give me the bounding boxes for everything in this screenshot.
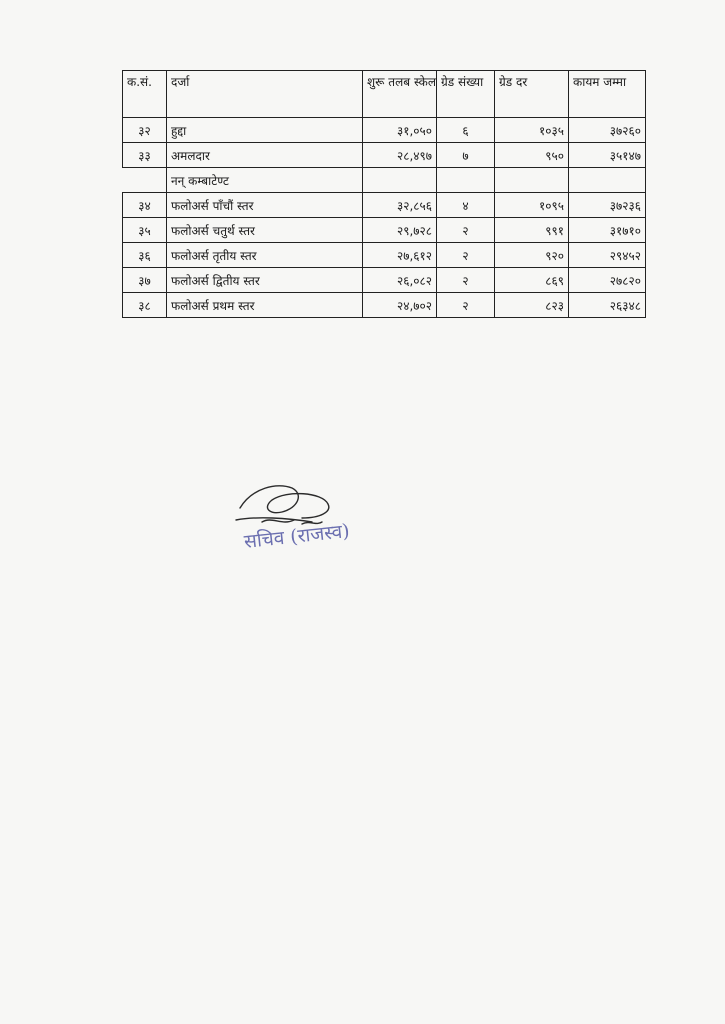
cell-grade-rate: ९५० [495,143,569,168]
cell-grade-count: ४ [437,193,495,218]
cell-fixed-total: ३७२३६ [569,193,646,218]
header-serial: क.सं. [123,71,167,118]
signatory-title: सचिव (राजस्व) [242,519,351,553]
cell-fixed-total: ३७२६० [569,118,646,143]
cell-serial: ३८ [123,293,167,318]
cell-fixed-total: ३१७१० [569,218,646,243]
cell-serial: ३२ [123,118,167,143]
cell-grade-rate: ८२३ [495,293,569,318]
cell-grade-rate: ८६९ [495,268,569,293]
table-header-row [123,71,646,118]
header-grade-rate: ग्रेड दर [495,71,569,118]
cell-position: हुद्दा [167,118,363,143]
cell-serial: ३७ [123,268,167,293]
cell-position: फलोअर्स प्रथम स्तर [167,293,363,318]
table-row [123,243,646,268]
cell-position: फलोअर्स पाँचौं स्तर [167,193,363,218]
cell-fixed-total: २७८२० [569,268,646,293]
section-empty-cell [363,168,437,193]
cell-start-scale: २८,४९७ [363,143,437,168]
section-blank-cell [123,168,167,193]
cell-fixed-total: २६३४८ [569,293,646,318]
table-row [123,143,646,168]
cell-start-scale: २७,६१२ [363,243,437,268]
table-row [123,193,646,218]
header-start-scale: शुरू तलब स्केल [363,71,437,118]
cell-fixed-total: ३५१४७ [569,143,646,168]
cell-serial: ३४ [123,193,167,218]
cell-fixed-total: २९४५२ [569,243,646,268]
cell-start-scale: २६,०८२ [363,268,437,293]
table-row [123,293,646,318]
header-position: दर्जा [167,71,363,118]
cell-grade-rate: १०९५ [495,193,569,218]
cell-position: अमलदार [167,143,363,168]
pay-scale-table [122,70,646,318]
cell-serial: ३६ [123,243,167,268]
cell-grade-rate: १०३५ [495,118,569,143]
cell-start-scale: २९,७२८ [363,218,437,243]
cell-grade-count: २ [437,243,495,268]
cell-grade-rate: ९२० [495,243,569,268]
cell-start-scale: २४,७०२ [363,293,437,318]
cell-grade-count: ७ [437,143,495,168]
section-label: नन् कम्बाटेण्ट [167,168,363,193]
cell-serial: ३३ [123,143,167,168]
cell-grade-count: २ [437,268,495,293]
cell-grade-rate: ९९१ [495,218,569,243]
section-empty-cell [569,168,646,193]
cell-start-scale: ३२,८५६ [363,193,437,218]
table-row [123,118,646,143]
cell-serial: ३५ [123,218,167,243]
cell-grade-count: २ [437,218,495,243]
section-empty-cell [495,168,569,193]
cell-position: फलोअर्स द्वितीय स्तर [167,268,363,293]
table-row [123,218,646,243]
cell-position: फलोअर्स चतुर्थ स्तर [167,218,363,243]
cell-position: फलोअर्स तृतीय स्तर [167,243,363,268]
cell-start-scale: ३१,०५० [363,118,437,143]
header-grade-count: ग्रेड संख्या [437,71,495,118]
section-empty-cell [437,168,495,193]
header-fixed-total: कायम जम्मा [569,71,646,118]
cell-grade-count: ६ [437,118,495,143]
section-row [123,168,646,193]
table-row [123,268,646,293]
cell-grade-count: २ [437,293,495,318]
